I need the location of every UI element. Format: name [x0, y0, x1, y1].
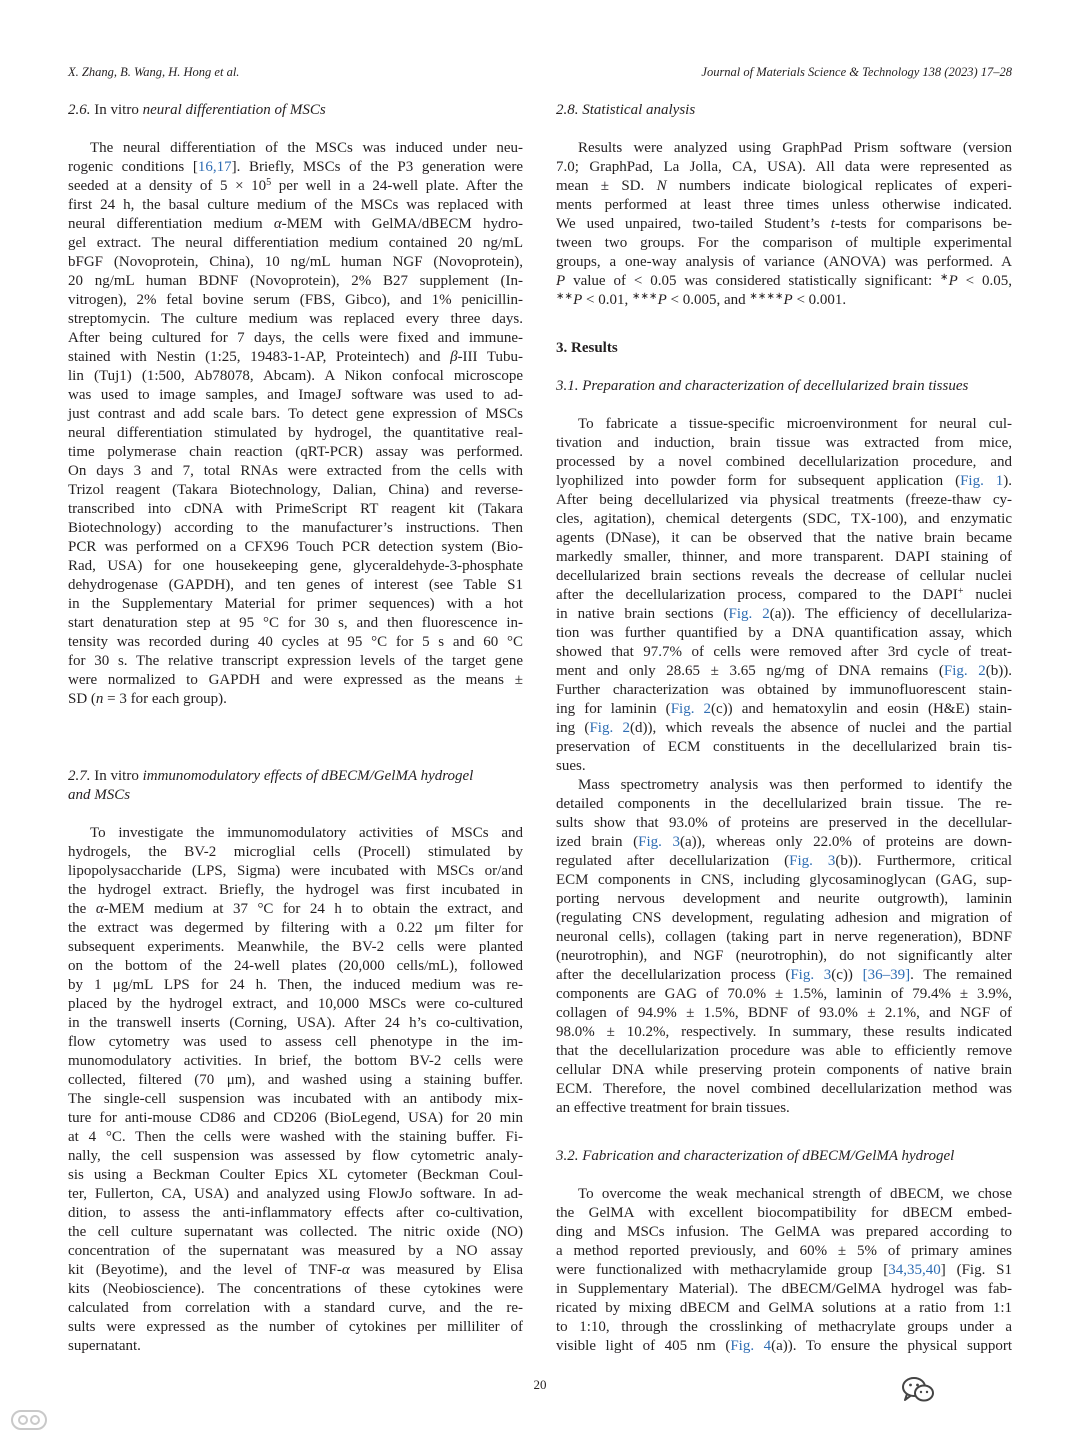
italic-text: α [341, 1261, 350, 1278]
text-line: processed by a novel combined decellularization procedure, and [556, 453, 1012, 470]
italic-text: P [783, 291, 793, 308]
text-line: on the bottom of the 24-well plates (20,000 cells/mL), followed [68, 957, 523, 974]
italic-text: α [95, 900, 104, 917]
text-line: tivation and induction, brain tissue was extracted from mice, [556, 434, 1012, 451]
text-line: 7.0; GraphPad, La Jolla, CA, USA). All data were represented as [556, 158, 1012, 175]
italic-text: n [95, 690, 104, 707]
text-line: an effective treatment for brain tissues. [556, 1099, 790, 1116]
text-line: ment and only 28.65 ± 3.65 ng/mg of DNA remains (Fig. 2(b)). [556, 662, 1013, 679]
text-line: the hydrogel extract. Briefly, the hydrogel was first incubated in [68, 881, 523, 898]
paragraph-3-2 [556, 1185, 1012, 1356]
text-line: just contrast and add scale bars. To detect gene expression of MSCs [68, 405, 523, 422]
text-line: On days 3 and 7, total RNAs were extracted from the cells with [68, 462, 523, 479]
text-line: placed by the hydrogel extract, and 10,000 MSCs were co-cultured [68, 995, 523, 1012]
italic-text: P [657, 291, 667, 308]
text-line: detailed components in the decellularized brain tissue. The re- [556, 795, 1012, 812]
text-line: subsequent experiments. Meanwhile, the BV-2 cells were planted [68, 938, 523, 955]
italic-text: β [450, 348, 458, 365]
text-line: the extract was degermed by filtering with a 0.22 μm filter for [68, 919, 523, 936]
italic-text: 2.8. Statistical analysis [556, 101, 696, 118]
superscript-text: 5 [266, 176, 272, 188]
text-line: lin (Tuj1) (1:500, Ab78078, Abcam). A Nikon confocal microscope [68, 367, 523, 384]
text-line: preservation of ECM constituents in the decellularized brain tis- [556, 738, 1012, 755]
text-line: ECM. Therefore, the novel combined decellularization method was [556, 1080, 1012, 1097]
italic-text: 2.7. [68, 767, 95, 784]
text-line: that the decellularization procedure was able to efficiently remove [556, 1042, 1012, 1059]
text-line: in the transwell inserts (Corning, USA). After 24 h’s co-cultivation, [68, 1014, 523, 1031]
text-line: ized brain (Fig. 3(a)), whereas only 22.0% of proteins are down- [556, 833, 1012, 850]
text-line: components are GAG of 70.0% ± 1.5%, laminin of 79.4% ± 3.9%, [556, 985, 1012, 1002]
citation-link[interactable]: Fig. 2 [943, 662, 986, 679]
text-line: The neural differentiation of the MSCs was induced under neu- [90, 139, 523, 156]
text-line: ing for laminin (Fig. 2(c)) and hematoxylin and eosin (H&E) stain- [556, 700, 1012, 717]
text-line: in the Supplementary Material for primer sequences) with a hot [68, 595, 523, 612]
text-line: porting nervous development and neurite outgrowth), laminin [556, 890, 1012, 907]
text-line: cles, agitation), chemical detergents (SDC, TX-100), and enzymatic [556, 510, 1012, 527]
section-heading-3-1 [556, 377, 1012, 396]
citation-link[interactable]: Fig. 2 [728, 605, 770, 622]
text-line: kit (Beyotime), and the level of TNF-α was measured by Elisa [68, 1261, 524, 1278]
superscript-text: ∗∗∗∗ [749, 290, 784, 302]
text-line: sults were expressed as the number of cytokines per milliliter of [68, 1318, 523, 1335]
text-line: Rad, USA) for one housekeeping gene, glyceraldehyde-3-phosphate [68, 557, 523, 574]
text-line: was used to image samples, and ImageJ software was used to ad- [68, 386, 523, 403]
text-line: decellularized brain sections reveals the decrease of cellular nuclei [556, 567, 1012, 584]
text-line: neural differentiation medium α-MEM with GelMA/dBECM hydro- [68, 215, 523, 232]
section-heading-3-2 [556, 1147, 1012, 1166]
text-line: vitrogen), 2% fetal bovine serum (FBS, Gibco), and 1% penicillin- [68, 291, 523, 308]
italic-text: P [573, 291, 583, 308]
running-header-journal: Journal of Materials Science & Technology 138 (2023) 17–28 [701, 65, 1012, 79]
text-line: ments performed at least three times unless otherwise indicated. [556, 196, 1012, 213]
text-line: munomodulatory activities. In brief, the bottom BV-2 cells were [68, 1052, 523, 1069]
text-line: a method reported previously, and 60% ± 5% of primary amines [556, 1242, 1012, 1259]
text-line: sis using a Beckman Coulter Epics XL cytometer (Beckman Coul- [68, 1166, 523, 1183]
text-line: gel extract. The neural differentiation medium contained 20 ng/mL [68, 234, 523, 251]
paragraph-3-1-a [556, 415, 1012, 776]
text-line: ∗∗P < 0.01, ∗∗∗P < 0.005, and ∗∗∗∗P < 0.001. [556, 290, 847, 308]
italic-text: 3.1. Preparation and characterization of decellularized brain tissues [556, 377, 969, 394]
text-line: tween two groups. For the comparison of multiple experimental [556, 234, 1012, 251]
text-line: were normalized to GAPDH and were expressed as the means ± [68, 671, 523, 688]
superscript-text: + [957, 585, 964, 597]
section-heading-3-results [556, 339, 1012, 358]
text-line: ECM components in CNS, including glycosaminoglycan (GAG, sup- [556, 871, 1012, 888]
text-line: P value of < 0.05 was considered statistically significant: ∗P < 0.05, [556, 271, 1012, 289]
text-line: hydrogels, the BV-2 microglial cells (Procell) stimulated by [68, 843, 523, 860]
text-line: ture for anti-mouse CD86 and CD206 (BioLegend, USA) for 20 min [68, 1109, 523, 1126]
text-line: After being decellularized via physical treatments (freeze-thaw cy- [556, 491, 1012, 508]
text-line: calculated from correlation with a standard curve, and the re- [68, 1299, 523, 1316]
paragraph-2-8 [556, 139, 1012, 310]
text-line: (regulating CNS development, regulating adhesion and migration of [556, 909, 1012, 926]
citation-link[interactable]: Fig. 4 [730, 1337, 772, 1354]
text-line: To investigate the immunomodulatory activities of MSCs and [90, 824, 523, 841]
text-line: The single-cell suspension was incubated with an antibody mix- [68, 1090, 523, 1107]
citation-link[interactable]: Fig. 3 [790, 966, 832, 983]
text-line: streptomycin. The culture medium was replaced every three days. [68, 310, 523, 327]
citation-link[interactable]: 16,17 [197, 158, 232, 175]
text-line: Further characterization was obtained by immunofluorescent stain- [556, 681, 1012, 698]
text-line: rogenic conditions [16,17]. Briefly, MSCs of the P3 generation were [68, 158, 523, 175]
heading-line [556, 339, 1012, 358]
text-line: kits (Neobioscience). The concentrations of these cytokines were [68, 1280, 523, 1297]
italic-text: N [656, 177, 667, 194]
text-line: time polymerase chain reaction (qRT-PCR) assay was performed. [68, 443, 523, 460]
heading-line [556, 377, 1012, 396]
text-line: Mass spectrometry analysis was then performed to identify the [578, 776, 1012, 793]
superscript-text: ∗∗∗ [631, 290, 658, 302]
bold-text: 3. Results [556, 339, 618, 356]
text-line: groups, a one-way analysis of variance (ANOVA) was performed. A [556, 253, 1012, 270]
section-heading-2-8 [556, 101, 1012, 120]
left-column [68, 101, 523, 1356]
text-line: lipopolysaccharide (LPS, Sigma) were incubated with MSCs or/and [68, 862, 523, 879]
citation-link[interactable]: Fig. 3 [638, 833, 681, 850]
text-line: bFGF (Novoprotein, China), 10 ng/mL human NGF (Novoprotein), [68, 253, 523, 270]
heading-line: 2.6. In vitro neural differentiation of MSCs [68, 101, 326, 118]
text-line: dehydrogenase (GAPDH), and ten genes of interest (see Table S1 [68, 576, 523, 593]
italic-text: P [556, 272, 566, 289]
text-line: collagen of 94.9% ± 1.5%, BDNF of 93.0% ± 2.1%, and NGF of [556, 1004, 1012, 1021]
italic-text: P [948, 272, 958, 289]
citation-link[interactable]: Fig. 3 [789, 852, 836, 869]
paragraph-3-1-b [556, 776, 1012, 1118]
text-line: flow cytometry was used to assess cell phenotype in the im- [68, 1033, 523, 1050]
text-line: in native brain sections (Fig. 2(a)). The efficiency of decellulariza- [556, 605, 1012, 622]
text-line: ding and MSCs infusion. The GelMA was prepared according to [556, 1223, 1012, 1240]
text-line: cellular DNA while preserving protein components of native brain [556, 1061, 1012, 1078]
text-line: for 30 s. The relative transcript expression levels of the target gene [68, 652, 523, 669]
citation-link[interactable]: Fig. 1 [960, 472, 1004, 489]
text-line: at 4 °C. Then the cells were washed with the staining buffer. Fi- [68, 1128, 523, 1145]
text-line: ricated by mixing dBECM and GelMA solutions at a ratio from 1:1 [556, 1299, 1012, 1316]
text-line: sults show that 93.0% of proteins are preserved in the decellular- [556, 814, 1012, 831]
superscript-text: ∗ [940, 271, 949, 283]
text-line: were functionalized with methacrylamide group [34,35,40] (Fig. S1 [556, 1261, 1012, 1278]
page-number: 20 [533, 1377, 547, 1392]
text-line: collected, filtered (70 μm), and washed using a staining buffer. [68, 1071, 523, 1088]
text-line: concentration of the supernatant was measured by a NO assay [68, 1242, 523, 1259]
superscript-text: ∗∗ [556, 290, 574, 302]
section-heading-2-7 [68, 767, 523, 805]
italic-text: 2.6. [68, 101, 95, 118]
text-line: To overcome the weak mechanical strength of dBECM, we chose [578, 1185, 1012, 1202]
text-line: regulated after decellularization (Fig. 3(b)). Furthermore, critical [556, 852, 1012, 869]
text-line: To fabricate a tissue-specific microenvironment for neural cul- [578, 415, 1012, 432]
heading-line [556, 101, 1012, 120]
text-line: Biotechnology) according to the manufacturer’s instructions. Then [68, 519, 523, 536]
text-line: supernatant. [68, 1337, 141, 1354]
text-line: transcribed into cDNA with PrimeScript RT reagent kit (Takara [68, 500, 523, 517]
text-line: showed that 97.7% of cells were removed after 3rd cycle of treat- [556, 643, 1012, 660]
text-line: After being cultured for 7 days, the cells were fixed and immune- [68, 329, 523, 346]
text-line: start denaturation step at 95 °C for 30 s, and then fluorescence in- [68, 614, 523, 631]
text-line: lyophilized into powder form for subsequent application (Fig. 1). [556, 472, 1013, 489]
text-line: markedly smaller, thinner, and more transparent. DAPI staining of [556, 548, 1012, 565]
citation-link[interactable]: 34,35,40 [888, 1261, 941, 1278]
text-line: first 24 h, the basal culture medium of the MSCs was replaced with [68, 196, 523, 213]
text-line: the α-MEM medium at 37 °C for 24 h to obtain the extract, and [68, 900, 523, 917]
italic-text: immunomodulatory effects of dBECM/GelMA hydrogel [138, 767, 474, 784]
watermark-logo-left-icon [10, 1406, 50, 1434]
text-line: agents (DNase), it can be observed that the native brain became [556, 529, 1012, 546]
heading-line: 2.7. In vitro immunomodulatory effects of dBECM/GelMA hydrogel [68, 767, 474, 784]
heading-line [556, 1147, 1012, 1166]
text-line: tion was further quantified by a DNA quantification assay, which [556, 624, 1012, 641]
text-line: PCR was performed on a CFX96 Touch PCR detection system (Bio- [68, 538, 523, 555]
paragraph-2-7 [68, 824, 523, 1356]
text-line: after the decellularization process (Fig. 3(c)) [36–39]. The remained [556, 966, 1012, 983]
text-line: Results were analyzed using GraphPad Prism software (version [578, 139, 1012, 156]
text-line: Trizol reagent (Takara Biotechnology, Dalian, China) and reverse- [68, 481, 523, 498]
wechat-watermark-icon [900, 1375, 936, 1405]
section-heading-2-6 [68, 101, 523, 120]
running-header-authors: X. Zhang, B. Wang, H. Hong et al. [68, 65, 240, 79]
text-line: mean ± SD. N numbers indicate biological replicates of experi- [556, 177, 1013, 194]
right-column [556, 101, 1012, 1356]
paragraph-2-6 [68, 139, 523, 709]
italic-text: α [273, 215, 282, 232]
text-line: neuronal cells), collagen (taking part in nerve regeneration), BDNF [556, 928, 1012, 945]
text-line: the cell culture supernatant was collected. The nitric oxide (NO) [68, 1223, 523, 1240]
citation-link[interactable]: [36–39] [862, 966, 911, 983]
text-line: nally, the cell suspension was assessed by flow cytometric analy- [68, 1147, 523, 1164]
citation-link[interactable]: Fig. 2 [589, 719, 630, 736]
text-line: tensity was recorded during 40 cycles at 95 °C for 5 s and 60 °C [68, 633, 523, 650]
text-line: 98.0% ± 10.2%, respectively. In summary, these results indicated [556, 1023, 1012, 1040]
text-line: sues. [556, 757, 586, 774]
text-line: stained with Nestin (1:25, 19483-1-AP, Proteintech) and β-III Tubu- [68, 348, 523, 365]
citation-link[interactable]: Fig. 2 [670, 700, 712, 717]
text-line: We used unpaired, two-tailed Student’s t-tests for comparisons be- [556, 215, 1012, 232]
text-line: after the decellularization process, compared to the DAPI+ nuclei [556, 585, 1012, 603]
text-line: (neurotrophin), and NGF (neurotrophin), do not significantly alter [556, 947, 1012, 964]
text-line: by 1 μg/mL LPS for 24 h. Then, the induced medium was re- [68, 976, 523, 993]
italic-text: neural differentiation of MSCs [138, 101, 326, 118]
text-line: neural differentiation stimulated by hydrogel, the quantitative real- [68, 424, 523, 441]
text-line: visible light of 405 nm (Fig. 4(a)). To ensure the physical support [556, 1337, 1012, 1354]
text-line: to 1:10, through the crosslinking of methacrylate groups under a [556, 1318, 1012, 1335]
text-line: SD (n = 3 for each group). [68, 690, 227, 707]
text-line: dition, to assess the anti-inflammatory effects after co-cultivation, [68, 1204, 523, 1221]
text-line: 20 ng/mL human BDNF (Novoprotein), 2% B27 supplement (In- [68, 272, 523, 289]
text-line: ter, Fullerton, CA, USA) and analyzed using FlowJo software. In ad- [68, 1185, 523, 1202]
text-line: ing (Fig. 2(d)), which reveals the absence of nuclei and the partial [556, 719, 1012, 736]
text-line: the GelMA with excellent biocompatibility for dBECM embed- [556, 1204, 1012, 1221]
text-line: seeded at a density of $5 \times 10^5$ per well in a 24-well plate. After the [68, 176, 524, 194]
italic-text: t [830, 215, 835, 232]
italic-text: and MSCs [68, 786, 131, 803]
text-line: in Supplementary Material). The dBECM/GelMA hydrogel was fab- [556, 1280, 1012, 1297]
italic-text: 3.2. Fabrication and characterization of dBECM/GelMA hydrogel [556, 1147, 955, 1164]
heading-line [68, 786, 523, 805]
